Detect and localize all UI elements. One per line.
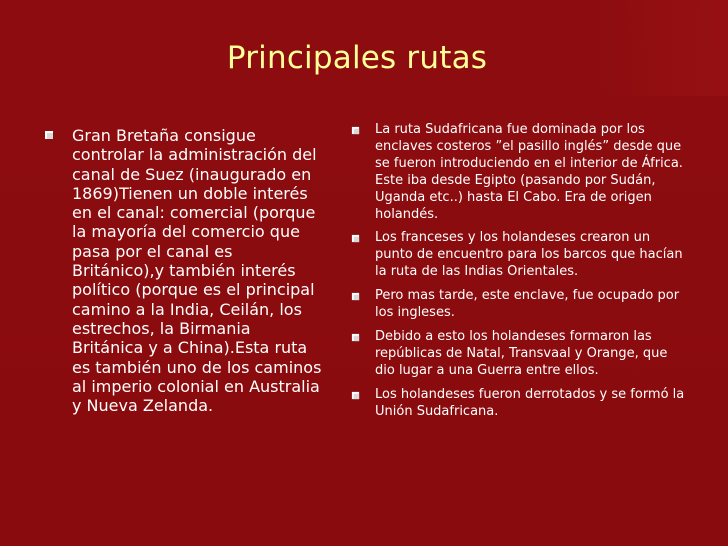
square-bullet-icon bbox=[351, 292, 360, 301]
bullet-item bbox=[351, 288, 691, 322]
left-column bbox=[44, 126, 324, 415]
bullet-item bbox=[351, 329, 691, 380]
bullet-text: Los franceses y los holandeses crearon un punto de encuentro para los barcos que hacían la ruta de las Indias Orientales. bbox=[375, 230, 683, 280]
bullet-item bbox=[351, 387, 691, 421]
bullet-text: La ruta Sudafricana fue dominada por los enclaves costeros ”el pasillo inglés” desde que se fueron introduciendo en el interior de África. Este iba desde Egipto (pasando por Sudán, Uganda etc..) hasta El Cabo. Era de origen holandés. bbox=[375, 122, 683, 222]
bullet-text: Debido a esto los holandeses formaron las repúblicas de Natal, Transvaal y Orange, que dio lugar a una Guerra entre ellos. bbox=[375, 328, 668, 378]
bullet-text: Pero mas tarde, este enclave, fue ocupado por los ingleses. bbox=[375, 288, 680, 321]
square-bullet-icon bbox=[351, 126, 360, 135]
square-bullet-icon bbox=[351, 333, 360, 342]
square-bullet-icon bbox=[44, 130, 54, 140]
bullet-text: Los holandeses fueron derrotados y se formó la Unión Sudafricana. bbox=[375, 386, 685, 419]
bullet-item bbox=[351, 122, 691, 223]
square-bullet-icon bbox=[351, 234, 360, 243]
slide-title: Principales rutas bbox=[226, 40, 488, 76]
bullet-item bbox=[44, 126, 324, 415]
bullet-text: Gran Bretaña consigue controlar la administración del canal de Suez (inaugurado en 1869)Tienen un doble interés en el canal: comercial (porque la mayoría del comercio que pasa por el canal es Británico),y también interés político (porque es el principal camino a la India, Ceilán, los estrechos, la Birmania Británica y a China).Esta ruta es también uno de los caminos al imperio colonial en Australia y Nueva Zelanda. bbox=[72, 126, 322, 416]
square-bullet-icon bbox=[351, 391, 360, 400]
bullet-item bbox=[351, 230, 691, 281]
right-column bbox=[351, 122, 691, 428]
